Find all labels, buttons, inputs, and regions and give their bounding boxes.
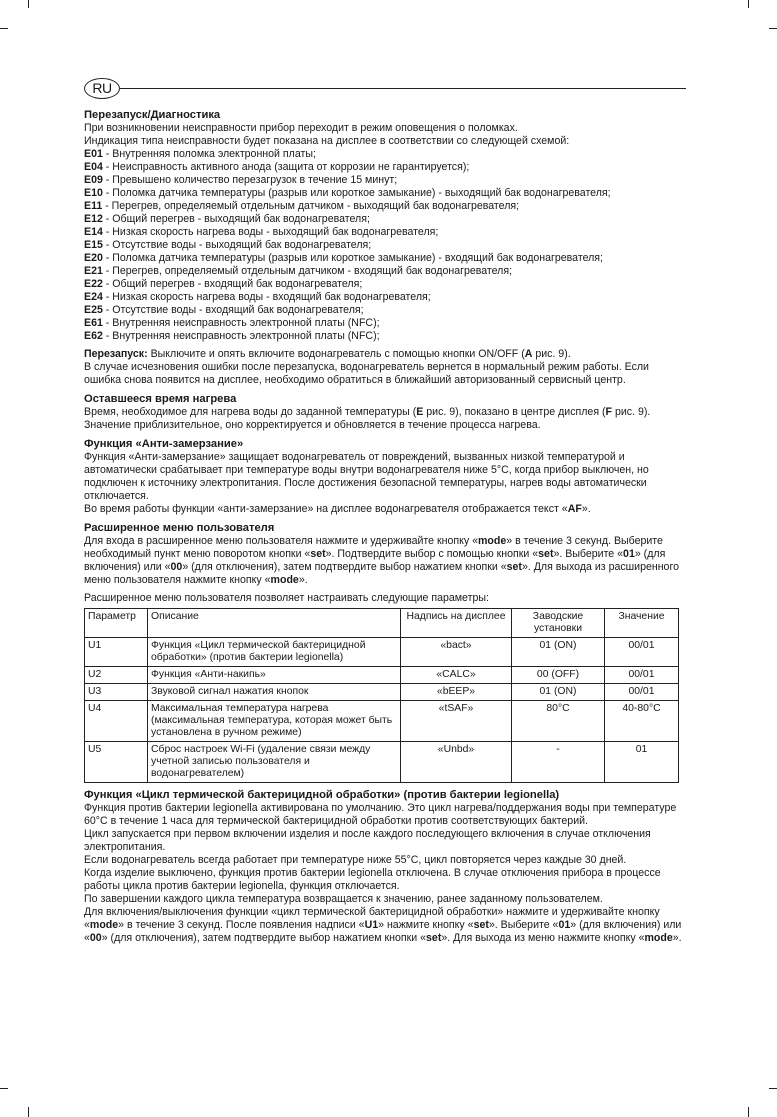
error-item: E25 - Отсутствие воды - входящий бак водонагревателя; (84, 304, 364, 316)
antifreeze-text: Функция «Анти-замерзание» защищает водонагреватель от повреждений, вызванных низкой температурой и автоматически срабатывает при температуре воды внутри водонагревателя ниже 5°C, когда прибор выключен, но подключен к источнику электропитания. После достижения безопасной температуры, нагрев воды автоматически отключается. (84, 451, 649, 502)
error-code-list (84, 148, 686, 343)
parameters-table (84, 608, 679, 783)
error-item: E15 - Отсутствие воды - выходящий бак водонагревателя; (84, 239, 372, 251)
crop-mark-top-left-h (0, 28, 8, 29)
error-item: E09 - Превышено количество перезагрузок в течение 15 минут; (84, 174, 398, 186)
remaining-time-text: Время, необходимое для нагрева воды до заданной температуры (E рис. 9), показано в центре дисплея (F рис. 9). Значение приблизительное, оно корректируется и обновляется в течение процесса нагрева. (84, 406, 651, 431)
error-item: E21 - Перегрев, определяемый отдельным датчиком - входящий бак водонагревателя; (84, 265, 513, 277)
section-title-legionella: Функция «Цикл термической бактерицидной обработки» (против бактерии legionella) (84, 789, 560, 801)
crop-mark-top-right-h (769, 28, 777, 29)
legionella-p5: По завершении каждого цикла температура возвращается к значению, ранее заданному пользователем. (84, 893, 603, 905)
header-display-label: Надпись на дисплее (401, 609, 512, 638)
language-badge: RU (84, 78, 120, 99)
error-item: E10 - Поломка датчика температуры (разрыв или короткое замыкание) - выходящий бак водонагревателя; (84, 187, 611, 199)
crop-mark-bottom-right-h (769, 1088, 777, 1089)
diagnostics-intro-2: Индикация типа неисправности будет показана на дисплее в соответствии со следующей схемой: (84, 135, 570, 147)
manual-page (84, 76, 686, 945)
section-title-remaining-time: Оставшееся время нагрева (84, 393, 237, 405)
header-factory-settings: Заводские установки (512, 609, 605, 638)
legionella-p3: Если водонагреватель всегда работает при температуре ниже 55°C, цикл повторяется через каждые 30 дней. (84, 854, 627, 866)
page-header (84, 76, 686, 100)
section-title-extended-menu: Расширенное меню пользователя (84, 522, 275, 534)
legionella-p1: Функция против бактерии legionella активирована по умолчанию. Это цикл нагрева/поддержания воды при температуре 60°C в течение 1 часа для термической бактерицидной обработки против соответствующих бактерий. (84, 802, 677, 827)
table-intro: Расширенное меню пользователя позволяет настраивать следующие параметры: (84, 592, 489, 604)
crop-mark-bottom-left-v (28, 1107, 29, 1117)
header-parameter: Параметр (85, 609, 148, 638)
diagnostics-intro-1: При возникновении неисправности прибор переходит в режим оповещения о поломках. (84, 122, 518, 134)
table-row: U1 Функция «Цикл термической бактерицидной обработки» (против бактерии legionella) «bact» 01 (ON) 00/01 (85, 638, 679, 667)
crop-mark-bottom-right-v (748, 1107, 749, 1117)
error-item: E12 - Общий перегрев - выходящий бак водонагревателя; (84, 213, 370, 225)
table-header-row (85, 609, 679, 638)
header-value: Значение (605, 609, 679, 638)
table-row: U4 Максимальная температура нагрева (максимальная температура, которая может быть установлена в ручном режиме) «tSAF» 80°C 40-80°C (85, 701, 679, 742)
crop-mark-top-right-v (748, 0, 749, 8)
legionella-p2: Цикл запускается при первом включении изделия и после каждого последующего включения в случае отключения электропитания. (84, 828, 651, 853)
restart-followup: В случае исчезновения ошибки после перезапуска, водонагреватель вернется в нормальный режим работы. Если ошибка снова появится на дисплее, необходимо обратиться в ближайший авторизованный сервисный центр. (84, 361, 649, 386)
legionella-p6: Для включения/выключения функции «цикл термической бактерицидной обработки» нажмите и удерживайте кнопку «mode» в течение 3 секунд. После появления надписи «U1» нажмите кнопку «set». Выберите «01» (для включения) или «00» (для отключения), затем подтвердите выбор нажатием кнопки «set». Для выхода из меню нажмите кнопку «mode». (84, 906, 682, 944)
error-item: E01 - Внутренняя поломка электронной платы; (84, 148, 316, 160)
error-item: E24 - Низкая скорость нагрева воды - входящий бак водонагревателя; (84, 291, 431, 303)
crop-mark-top-left-v (28, 0, 29, 8)
antifreeze-display-text: Во время работы функции «анти-замерзание» на дисплее водонагревателя отображается текст «AF». (84, 503, 591, 515)
header-rule (120, 88, 686, 89)
legionella-p4: Когда изделие выключено, функция против бактерии legionella отключена. В случае отключения прибора в процессе работы цикла против бактерии legionella, функция отключается. (84, 867, 661, 892)
header-description: Описание (148, 609, 401, 638)
error-item: E61 - Внутренняя неисправность электронной платы (NFC); (84, 317, 380, 329)
error-item: E04 - Неисправность активного анода (защита от коррозии не гарантируется); (84, 161, 470, 173)
table-row: U2 Функция «Анти-накипь» «CALC» 00 (OFF) 00/01 (85, 667, 679, 684)
error-item: E62 - Внутренняя неисправность электронной платы (NFC); (84, 330, 380, 342)
error-item: E14 - Низкая скорость нагрева воды - выходящий бак водонагревателя; (84, 226, 439, 238)
section-title-antifreeze: Функция «Анти-замерзание» (84, 438, 244, 450)
error-item: E20 - Поломка датчика температуры (разрыв или короткое замыкание) - входящий бак водонагревателя; (84, 252, 603, 264)
error-item: E11 - Перегрев, определяемый отдельным датчиком - выходящий бак водонагревателя; (84, 200, 520, 212)
error-item: E22 - Общий перегрев - входящий бак водонагревателя; (84, 278, 363, 290)
crop-mark-bottom-left-h (0, 1088, 8, 1089)
table-row: U5 Сброс настроек Wi-Fi (удаление связи между учетной записью пользователя и водонагревателем) «Unbd» - 01 (85, 742, 679, 783)
extended-menu-instructions: Для входа в расширенное меню пользователя нажмите и удерживайте кнопку «mode» в течение 3 секунд. Выберите необходимый пункт меню поворотом кнопки «set». Подтвердите выбор с помощью кнопки «set». Выберите «01» (для включения) или «00» (для отключения), затем подтвердите выбор нажатием кнопки «set». Для выхода из расширенного меню пользователя нажмите кнопку «mode». (84, 535, 679, 586)
table-row: U3 Звуковой сигнал нажатия кнопок «bEEP» 01 (ON) 00/01 (85, 684, 679, 701)
restart-instructions: Перезапуск: Выключите и опять включите водонагреватель с помощью кнопки ON/OFF (A рис. 9). (84, 348, 571, 360)
document-body (84, 108, 686, 945)
section-title-diagnostics: Перезапуск/Диагностика (84, 109, 221, 121)
